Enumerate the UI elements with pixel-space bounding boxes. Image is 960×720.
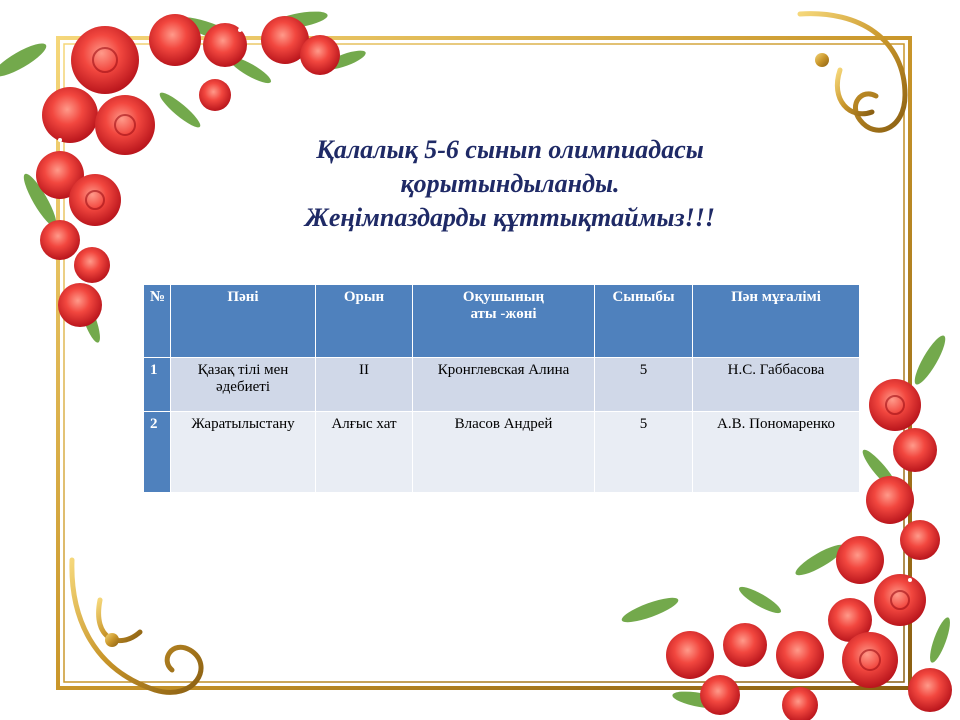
row-grade: 5	[595, 412, 693, 493]
title-line-1: Қалалық 5-6 сынып олимпиадасы	[316, 135, 704, 164]
row-place: Алғыс хат	[316, 412, 413, 493]
header-student-line-2: аты -жөні	[470, 306, 537, 322]
gold-scroll-top-right	[800, 14, 905, 131]
row-subject-line-2: әдебиеті	[216, 379, 270, 395]
table-row	[144, 358, 860, 412]
results-table	[143, 284, 860, 493]
title-line-3: Жеңімпаздарды құттықтаймыз!!!	[304, 203, 715, 232]
row-num: 2	[144, 412, 171, 493]
row-teacher: А.В. Пономаренко	[693, 412, 860, 493]
row-teacher: Н.С. Габбасова	[693, 358, 860, 412]
header-place: Орын	[316, 285, 413, 358]
announcement-title	[200, 133, 820, 235]
row-subject-line-1: Қазақ тілі мен	[197, 362, 289, 378]
header-subject: Пәні	[171, 285, 316, 358]
table-row	[144, 412, 860, 493]
header-num: №	[144, 285, 171, 358]
header-student	[413, 285, 595, 358]
row-subject	[171, 358, 316, 412]
gold-scroll-bottom-left	[72, 560, 201, 692]
header-grade: Сыныбы	[595, 285, 693, 358]
row-student: Кронглевская Алина	[413, 358, 595, 412]
row-subject	[171, 412, 316, 493]
row-num: 1	[144, 358, 171, 412]
title-line-2: қорытындыланды.	[400, 169, 620, 198]
row-student: Власов Андрей	[413, 412, 595, 493]
header-student-line-1: Оқушының	[462, 289, 545, 305]
row-subject-line-1: Жаратылыстану	[191, 416, 295, 432]
row-grade: 5	[595, 358, 693, 412]
row-place: II	[316, 358, 413, 412]
header-teacher: Пән мұғалімі	[693, 285, 860, 358]
table-header-row	[144, 285, 860, 358]
